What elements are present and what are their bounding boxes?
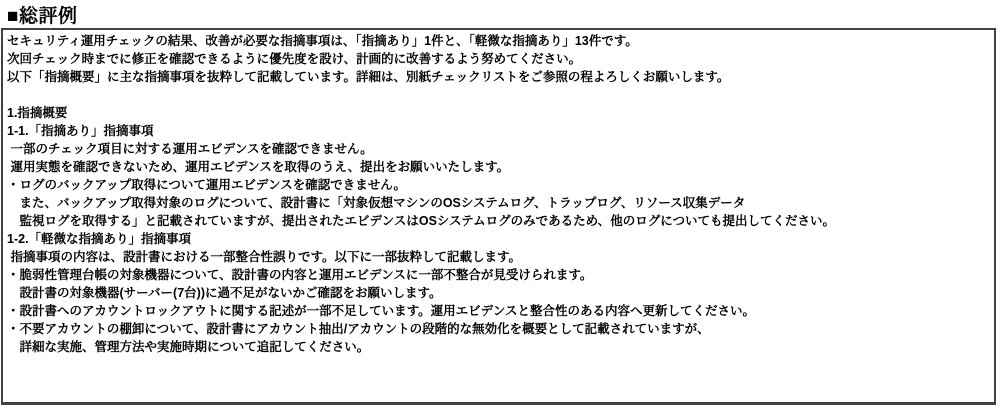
summary-box xyxy=(1,28,996,405)
summary-bullet-line: ・脆弱性管理台帳の対象機器について、設計書の内容と運用エビデンスに一部不整合が見受けられます。 xyxy=(7,268,593,282)
summary-line: 監視ログを取得する」と記載されていますが、提出されたエビデンスはOSシステムログのみであるため、他のログについても提出してください。 xyxy=(7,214,835,228)
summary-section-title: 1.指摘概要 xyxy=(7,106,68,120)
section-heading: ■総評例 xyxy=(7,6,78,27)
summary-line: 次回チェック時までに修正を確認できるように優先度を設け、計画的に改善するよう努めてください。 xyxy=(7,52,582,66)
summary-line: 設計書の対象機器(サーバー(7台))に過不足がないかご確認をお願いします。 xyxy=(7,286,442,300)
summary-line: また、バックアップ取得対象のログについて、設計書に「対象仮想マシンのOSシステムログ、トラップログ、リソース収集データ xyxy=(7,196,746,210)
summary-line: 運用実態を確認できないため、運用エビデンスを取得のうえ、提出をお願いいたします。 xyxy=(7,160,510,174)
summary-line-blank xyxy=(7,86,990,104)
summary-line: 詳細な実施、管理方法や実施時期について追記してください。 xyxy=(7,340,370,354)
summary-bullet-line: ・設計書へのアカウントロックアウトに関する記述が一部不足しています。運用エビデンスと整合性のある内容へ更新してください。 xyxy=(7,304,756,318)
summary-bullet-line: ・ログのバックアップ取得について運用エビデンスを確認できません。 xyxy=(7,178,407,192)
summary-line: セキュリティ運用チェックの結果、改善が必要な指摘事項は、「指摘あり」1件と、「軽微な指摘あり」13件です。 xyxy=(7,34,638,48)
summary-line: 以下「指摘概要」に主な指摘事項を抜粋して記載しています。詳細は、別紙チェックリストをご参照の程よろしくお願いします。 xyxy=(7,70,730,84)
summary-line: 一部のチェック項目に対する運用エビデンスを確認できません。 xyxy=(7,142,373,156)
summary-line: 指摘事項の内容は、設計書における一部整合性誤りです。以下に一部抜粋して記載します。 xyxy=(7,250,521,264)
summary-subsection-title: 1-2.「軽微な指摘あり」指摘事項 xyxy=(7,232,192,246)
summary-bullet-line: ・不要アカウントの棚卸について、設計書にアカウント抽出/アカウントの段階的な無効化を概要として記載されていますが、 xyxy=(7,322,710,336)
summary-subsection-title: 1-1.「指摘あり」指摘事項 xyxy=(7,124,154,138)
